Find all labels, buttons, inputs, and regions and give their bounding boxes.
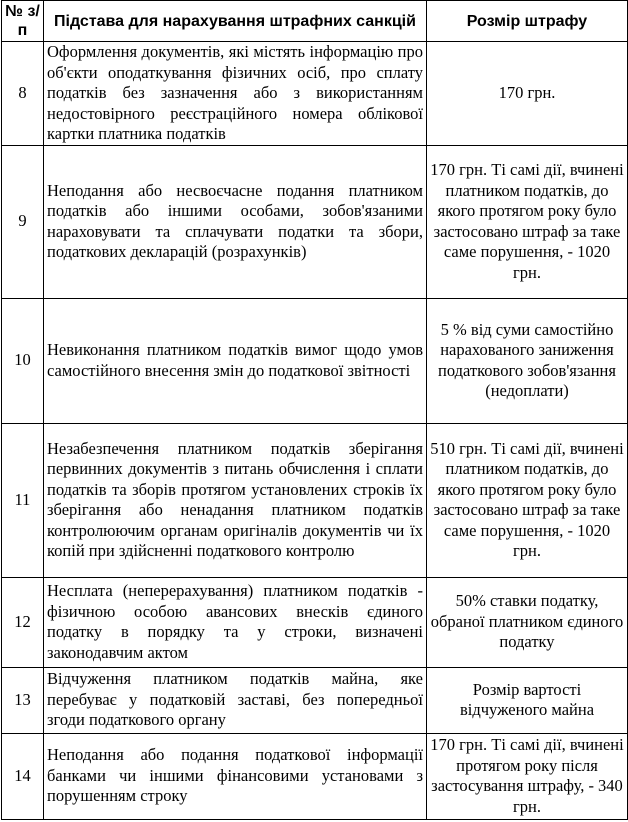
table-row [2, 577, 628, 667]
row-fine: 170 грн. Ті самі дії, вчинені протягом року після застосування штрафу, - 340 грн. [427, 733, 628, 819]
fines-table [1, 0, 628, 820]
row-number: 13 [2, 667, 44, 733]
table-row [2, 298, 628, 423]
row-number: 11 [2, 423, 44, 577]
row-basis: Незабезпечення платником податків зберігання первинних документів з питань обчислення і сплати податків та зборів протягом установлених строків їх зберігання або ненадання платником податків контролюючим органам оригіналів документів чи їх копій при здійсненні податкового контролю [44, 423, 427, 577]
row-fine: 5 % від суми самостійно нарахованого заниження податкового зобов'язання (недоплати) [427, 298, 628, 423]
table-row [2, 733, 628, 819]
header-row [2, 1, 628, 42]
table-row [2, 42, 628, 146]
row-number: 8 [2, 42, 44, 146]
row-basis: Неподання або несвоєчасне подання платником податків або іншими особами, зобов'язаними нараховувати та сплачувати податки та збори, податкових декларацій (розрахунків) [44, 145, 427, 298]
row-basis: Відчуження платником податків майна, яке перебуває у податковій заставі, без попередньої згоди податкового органу [44, 667, 427, 733]
row-basis: Неподання або подання податкової інформації банками чи іншими фінансовими установами з порушенням строку [44, 733, 427, 819]
row-fine: Розмір вартості відчуженого майна [427, 667, 628, 733]
row-fine: 50% ставки податку, обраної платником єдиного податку [427, 577, 628, 667]
header-fine: Розмір штрафу [427, 1, 628, 42]
row-basis: Несплата (неперерахування) платником податків - фізичною особою авансових внесків єдиного податку в порядку та у строки, визначені законодавчим актом [44, 577, 427, 667]
table-row [2, 667, 628, 733]
header-number: № з/п [2, 1, 44, 42]
header-basis: Підстава для нарахування штрафних санкцій [44, 1, 427, 42]
table-row [2, 145, 628, 298]
row-number: 14 [2, 733, 44, 819]
row-fine: 170 грн. [427, 42, 628, 146]
row-number: 10 [2, 298, 44, 423]
row-fine: 510 грн. Ті самі дії, вчинені платником податків, до якого протягом року було застосовано штраф за таке саме порушення, - 1020 грн. [427, 423, 628, 577]
row-basis: Оформлення документів, які містять інформацію про об'єкти оподаткування фізичних осіб, про сплату податків без зазначення або з використанням недостовірного реєстраційного номера облікової картки платника податків [44, 42, 427, 146]
row-fine: 170 грн. Ті самі дії, вчинені платником податків, до якого протягом року було застосовано штраф за таке саме порушення, - 1020 грн. [427, 145, 628, 298]
table-row [2, 423, 628, 577]
row-number: 9 [2, 145, 44, 298]
row-number: 12 [2, 577, 44, 667]
row-basis: Невиконання платником податків вимог щодо умов самостійного внесення змін до податкової звітності [44, 298, 427, 423]
